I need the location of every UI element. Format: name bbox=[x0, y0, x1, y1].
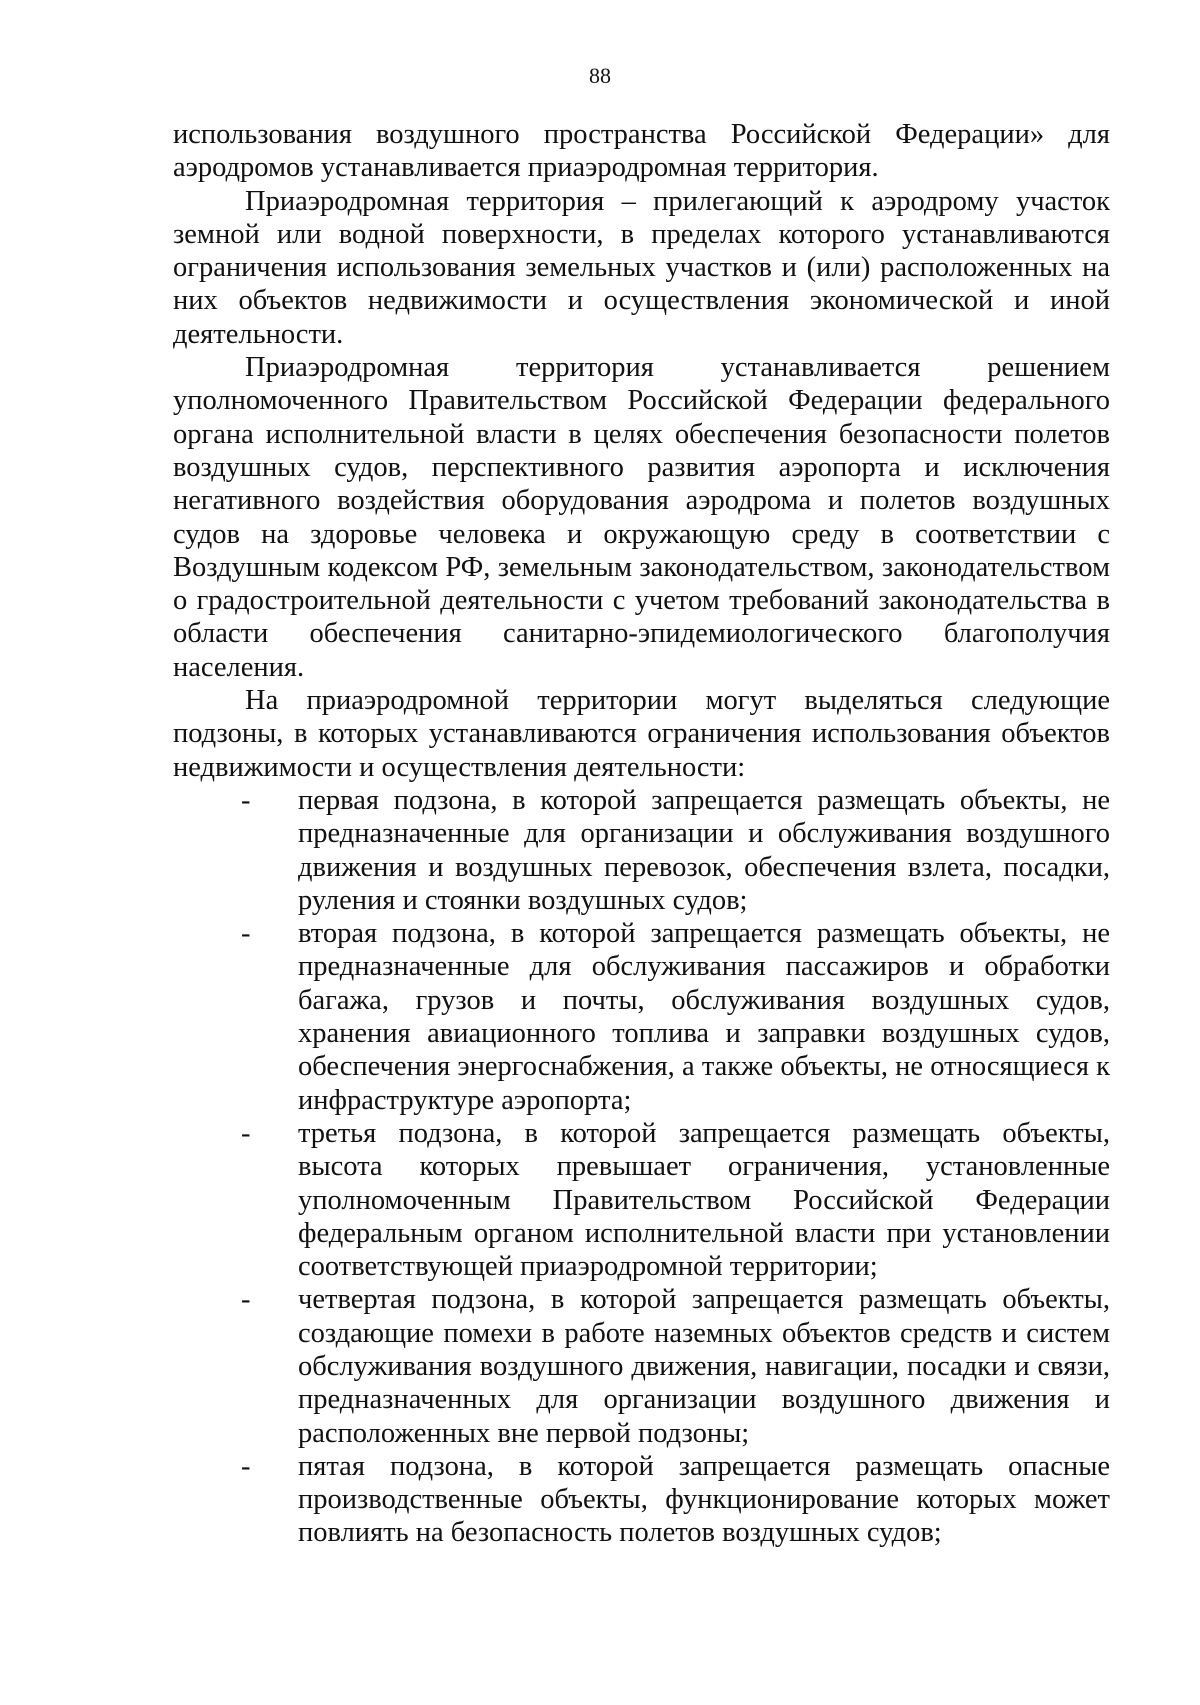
paragraph-subzones-intro: На приаэродромной территории могут выделяться следующие подзоны, в которых устанавливаются ограничения использования объектов недвижимости и осуществления деятельности: bbox=[173, 685, 1110, 783]
list-item-text: вторая подзона, в которой запрещается размещать объекты, не предназначенные для обслуживания пассажиров и обработки багажа, грузов и почты, обслуживания воздушных судов, хранения авиационного топлива и заправки воздушных судов, обеспечения энергоснабжения, а также объекты, не относящиеся к инфраструктуре аэропорта; bbox=[298, 918, 1110, 1116]
list-item bbox=[173, 1117, 1110, 1283]
document-body bbox=[173, 118, 1110, 1550]
list-dash: - bbox=[241, 918, 251, 950]
list-item bbox=[173, 1450, 1110, 1550]
list-item-text: третья подзона, в которой запрещается размещать объекты, высота которых превышает ограничения, установленные уполномоченным Правительством Российской Федерации федеральным органом исполнительной власти при установлении соответствующей приаэродромной территории; bbox=[298, 1117, 1110, 1283]
list-item-text: первая подзона, в которой запрещается размещать объекты, не предназначенные для организации и обслуживания воздушного движения и воздушных перевозок, обеспечения взлета, посадки, руления и стоянки воздушных судов; bbox=[298, 784, 1110, 916]
subzones-list bbox=[173, 784, 1110, 1550]
list-dash: - bbox=[241, 1117, 251, 1149]
paragraph-continuation: использования воздушного пространства Российской Федерации» для аэродромов устанавливается приаэродромная территория. bbox=[173, 119, 1110, 184]
list-item bbox=[173, 784, 1110, 917]
list-item bbox=[173, 917, 1110, 1117]
list-dash: - bbox=[241, 1450, 251, 1482]
paragraph-establishment: Приаэродромная территория устанавливается решением уполномоченного Правительством Российской Федерации федерального органа исполнительной власти в целях обеспечения безопасности полетов воздушных судов, перспективного развития аэропорта и исключения негативного воздействия оборудования аэродрома и полетов воздушных судов на здоровье человека и окружающую среду в соответствии с Воздушным кодексом РФ, земельным законодательством, законодательством о градостроительной деятельности с учетом требований законодательства в области обеспечения санитарно-эпидемиологического благополучия населения. bbox=[173, 352, 1110, 683]
paragraph-definition: Приаэродромная территория – прилегающий к аэродрому участок земной или водной поверхности, в пределах которого устанавливаются ограничения использования земельных участков и (или) расположенных на них объектов недвижимости и осуществления экономической и иной деятельности. bbox=[173, 185, 1110, 350]
list-item-text: пятая подзона, в которой запрещается размещать опасные производственные объекты, функционирование которых может повлиять на безопасность полетов воздушных судов; bbox=[298, 1450, 1110, 1549]
page-number: 88 bbox=[589, 63, 611, 88]
list-item-text: четвертая подзона, в которой запрещается размещать объекты, создающие помехи в работе наземных объектов средств и систем обслуживания воздушного движения, навигации, посадки и связи, предназначенных для организации воздушного движения и расположенных вне первой подзоны; bbox=[298, 1284, 1110, 1449]
list-dash: - bbox=[241, 1284, 251, 1316]
list-dash: - bbox=[241, 784, 251, 816]
list-item bbox=[173, 1283, 1110, 1449]
